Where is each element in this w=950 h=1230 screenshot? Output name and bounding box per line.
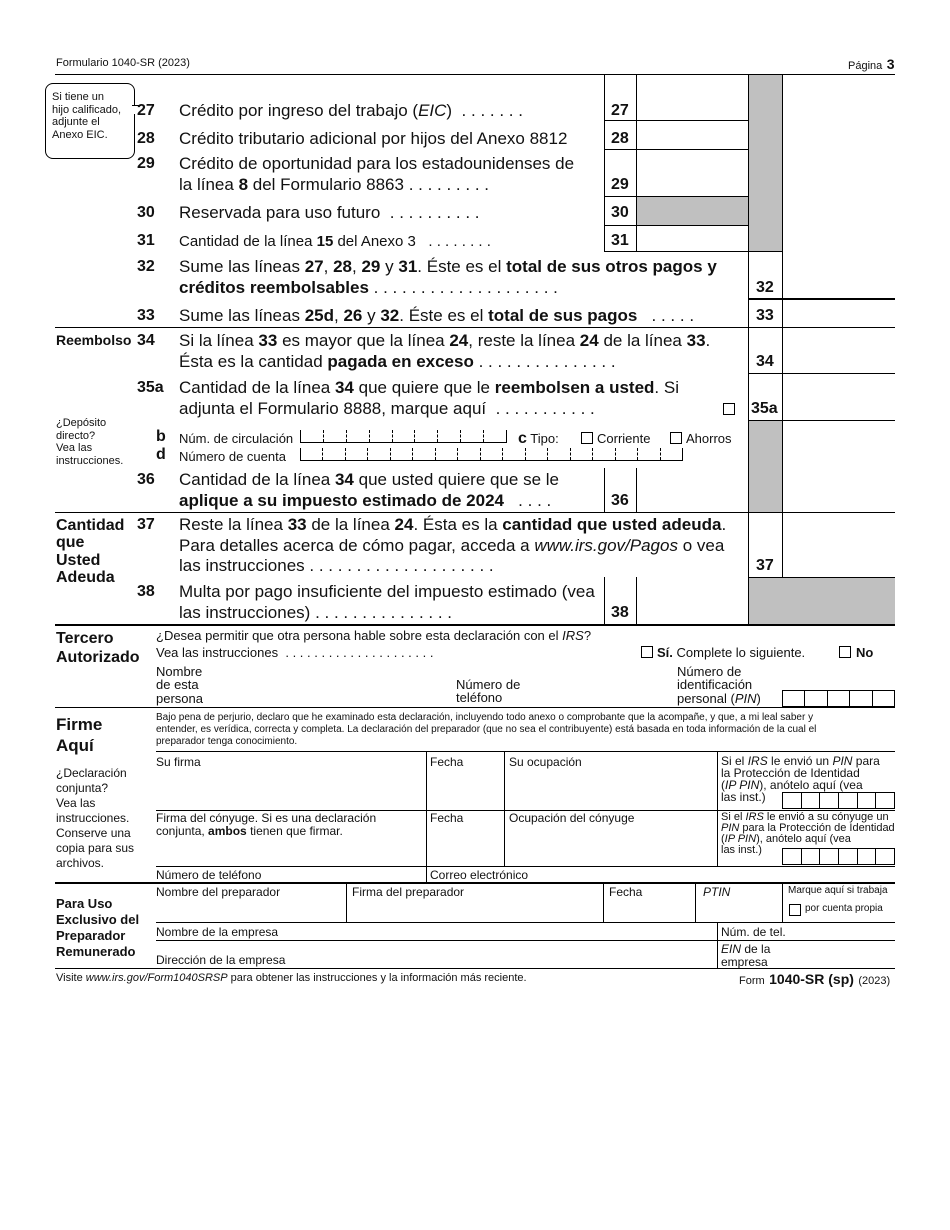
preparer-signature-label: Firma del preparador — [352, 885, 465, 899]
line-28-label: Crédito tributario adicional por hijos del Anexo 8812 — [179, 129, 568, 148]
preparer-signature-field[interactable] — [347, 900, 602, 921]
firm-ein-label: EIN de la empresa — [721, 942, 771, 969]
ptin-field[interactable] — [696, 900, 781, 921]
firm-phone-label: Núm. de tel. — [721, 925, 786, 939]
line-34-label-1: Si la línea 33 es mayor que la línea 24, reste la línea 24 de la línea 33. — [179, 331, 711, 350]
refund-section-title: Reembolso — [56, 332, 132, 348]
input-line-37[interactable] — [783, 513, 895, 577]
perjury-statement: Bajo pena de perjurio, declaro que he examinado esta declaración, incluyendo todo anexo o comprobante que la acompañe, y que, a mi leal saber y entender, es verídica, correcta y completa. La declaración del preparador (que no sea el contribuyente) está basada en toda información de la cual el preparador tenga conocimiento. — [156, 712, 817, 747]
line-28-num: 28 — [137, 130, 155, 147]
input-line-38[interactable] — [637, 578, 748, 624]
line-30-num: 30 — [137, 204, 155, 221]
spouse-occupation-field[interactable] — [505, 826, 716, 865]
ptin-label: PTIN — [703, 885, 731, 899]
third-party-no-label: No — [856, 645, 874, 660]
line-35a-num: 35a — [137, 379, 164, 396]
checking-label: Corriente — [597, 431, 651, 446]
paid-preparer-title: Para Uso Exclusivo del Preparador Remunerado — [56, 896, 140, 959]
line-38-label-2: las instrucciones) . . . . . . . . . . . . . . . — [179, 603, 453, 622]
input-line-36[interactable] — [637, 469, 748, 512]
occupation-label: Su ocupación — [509, 755, 582, 769]
designee-phone-label: Número de teléfono — [456, 677, 521, 706]
account-label: Número de cuenta — [179, 449, 286, 464]
ip-pin-instructions: Si el IRS le envió un PIN para la Protección de Identidad (IP PIN), anótelo aquí (vea las inst.) — [721, 754, 880, 804]
box-38-label: 38 — [611, 604, 629, 621]
line-29-label-1: Crédito de oportunidad para los estadounidenses de — [179, 154, 575, 173]
phone-field[interactable] — [268, 867, 425, 882]
routing-label: Núm. de circulación — [179, 431, 294, 446]
preparer-name-label: Nombre del preparador — [156, 885, 281, 899]
box-37-label: 37 — [756, 557, 774, 574]
line-37-label-3: las instrucciones . . . . . . . . . . . . . . . . . . . . — [179, 556, 494, 575]
box-28-label: 28 — [611, 130, 629, 147]
third-party-question: ¿Desea permitir que otra persona hable sobre esta declaración con el IRS? — [156, 628, 592, 643]
input-line-35a[interactable] — [783, 374, 895, 420]
third-party-yes-checkbox[interactable] — [641, 646, 653, 658]
line-31-label: Cantidad de la línea 15 del Anexo 3 . . . . . . . . — [179, 233, 491, 250]
line-32-label-1: Sume las líneas 27, 28, 29 y 31. Éste es el total de sus otros pagos y — [179, 257, 717, 276]
third-party-title: Tercero Autorizado — [56, 630, 140, 667]
line-36-label-2: aplique a su impuesto estimado de 2024 . . . . — [179, 491, 552, 510]
line-31-num: 31 — [137, 232, 155, 249]
your-signature-label: Su firma — [156, 755, 201, 769]
line-38-label-1: Multa por pago insuficiente del impuesto estimado (vea — [179, 582, 595, 601]
line-38-num: 38 — [137, 583, 155, 600]
savings-label: Ahorros — [686, 431, 732, 446]
spouse-ip-pin-input[interactable] — [782, 848, 895, 865]
designee-name-label: Nombre de esta persona — [156, 664, 203, 706]
third-party-no-checkbox[interactable] — [839, 646, 851, 658]
input-line-31[interactable] — [637, 226, 748, 251]
ip-pin-input[interactable] — [782, 792, 895, 809]
third-party-yes-label: Sí. Complete lo siguiente. — [657, 645, 806, 660]
third-party-instructions: Vea las instrucciones . . . . . . . . . . . . . . . . . . . . . — [156, 645, 434, 660]
firm-phone-field[interactable] — [795, 923, 895, 939]
line-33-num: 33 — [137, 307, 155, 324]
designee-pin-input[interactable] — [782, 690, 895, 707]
line-35a-label-2: adjunta el Formulario 8888, marque aquí . . . . . . . . . . . — [179, 399, 595, 418]
line-35a-label-1: Cantidad de la línea 34 que quiere que le reembolsen a usted. Si — [179, 378, 679, 397]
date-label: Fecha — [430, 755, 464, 769]
box-27-label: 27 — [611, 102, 629, 119]
input-line-28[interactable] — [637, 121, 748, 149]
line-32-label-2: créditos reembolsables . . . . . . . . . . . . . . . . . . . . — [179, 278, 558, 297]
account-number-input[interactable] — [300, 448, 683, 461]
line-34-label-2: Ésta es la cantidad pagada en exceso . . . . . . . . . . . . . . . — [179, 352, 616, 371]
savings-checkbox[interactable] — [670, 432, 682, 444]
form-label: Formulario 1040-SR (2023) — [56, 57, 190, 69]
footer-visit-text: Visite www.irs.gov/Form1040SRSP para obtener las instrucciones y la información más reciente. — [56, 972, 527, 984]
your-signature-field[interactable] — [157, 770, 425, 809]
box-30-label: 30 — [611, 204, 629, 221]
spouse-occupation-label: Ocupación del cónyuge — [509, 811, 635, 825]
box-34-label: 34 — [756, 353, 774, 370]
box-32-label: 32 — [756, 279, 774, 296]
input-line-34[interactable] — [783, 328, 895, 373]
line-27-num: 27 — [137, 102, 155, 119]
spouse-signature-field[interactable] — [157, 838, 425, 865]
shaded-col — [749, 75, 782, 251]
line-34-num: 34 — [137, 332, 155, 349]
input-line-29[interactable] — [637, 150, 748, 196]
amount-owed-title: Cantidad que Usted Adeuda — [56, 517, 125, 586]
line-29-label-2: la línea 8 del Formulario 8863 . . . . . . . . . — [179, 175, 489, 194]
line-30-label: Reservada para uso futuro . . . . . . . . . . — [179, 203, 480, 222]
box-31-label: 31 — [611, 232, 629, 249]
sign-here-title: Firme Aquí — [56, 715, 103, 756]
box-36-label: 36 — [611, 492, 629, 509]
phone-label: Número de teléfono — [156, 868, 262, 882]
firm-address-label: Dirección de la empresa — [156, 953, 286, 967]
type-label: c Tipo: — [518, 430, 559, 447]
spouse-signature-label: Firma del cónyuge. Si es una declaración conjunta, ambos tienen que firmar. — [156, 811, 377, 839]
line-33-label: Sume las líneas 25d, 26 y 32. Éste es el total de sus pagos . . . . . — [179, 306, 695, 325]
footer-form-name: Form 1040-SR (sp) (2023) — [739, 971, 891, 987]
spouse-date-field[interactable] — [427, 826, 503, 865]
occupation-field[interactable] — [505, 770, 716, 809]
email-label: Correo electrónico — [430, 868, 529, 882]
line-37-num: 37 — [137, 516, 155, 533]
spouse-ip-pin-instructions: Si el IRS le envió a su cónyuge un PIN para la Protección de Identidad (IP PIN), anótelo aquí (vea las inst.) — [721, 811, 895, 856]
line-36-label-1: Cantidad de la línea 34 que usted quiere que se le — [179, 470, 559, 489]
box-29-label: 29 — [611, 176, 629, 193]
preparer-name-field[interactable] — [157, 900, 345, 921]
designee-pin-label: Número de identificación personal (PIN) — [677, 664, 761, 706]
shaded-line-30 — [637, 196, 748, 225]
direct-deposit-note: ¿Depósito directo? Vea las instrucciones. — [56, 417, 124, 467]
page-number: Página 3 — [848, 56, 895, 72]
date-field[interactable] — [427, 770, 503, 809]
box-35a-label: 35a — [751, 400, 778, 417]
email-field[interactable] — [540, 867, 895, 882]
preparer-date-label: Fecha — [609, 885, 643, 899]
self-employed-label-1: Marque aquí si trabaja — [788, 885, 888, 896]
line-36-num: 36 — [137, 471, 155, 488]
line-27-label: Crédito por ingreso del trabajo (EIC) . . . . . . . — [179, 101, 523, 120]
form-8888-checkbox[interactable] — [723, 403, 735, 415]
firm-name-field[interactable] — [285, 923, 716, 939]
input-line-33[interactable] — [783, 300, 895, 327]
firm-name-label: Nombre de la empresa — [156, 925, 279, 939]
input-line-32[interactable] — [783, 252, 895, 298]
checking-checkbox[interactable] — [581, 432, 593, 444]
joint-return-note: ¿Declaración conjunta? Vea las instrucciones. Conserve una copia para sus archivos. — [56, 766, 135, 870]
line-37-label-2: Para detalles acerca de cómo pagar, acceda a www.irs.gov/Pagos o vea — [179, 536, 725, 555]
eic-note: Si tiene un hijo calificado, adjunte el Anexo EIC. — [52, 91, 122, 141]
preparer-date-field[interactable] — [604, 900, 694, 921]
firm-address-field[interactable] — [290, 941, 716, 967]
spouse-date-label: Fecha — [430, 811, 464, 825]
routing-number-input[interactable] — [300, 430, 507, 443]
line-32-num: 32 — [137, 258, 155, 275]
line-b-letter: b — [156, 428, 166, 445]
self-employed-checkbox[interactable] — [789, 904, 801, 916]
line-37-label-1: Reste la línea 33 de la línea 24. Ésta es la cantidad que usted adeuda. — [179, 515, 727, 534]
input-line-27[interactable] — [637, 75, 748, 120]
line-29-num: 29 — [137, 155, 155, 172]
firm-ein-field[interactable] — [775, 941, 895, 967]
box-33-label: 33 — [756, 307, 774, 324]
self-employed-label-2: por cuenta propia — [805, 903, 883, 914]
line-d-letter: d — [156, 446, 166, 463]
